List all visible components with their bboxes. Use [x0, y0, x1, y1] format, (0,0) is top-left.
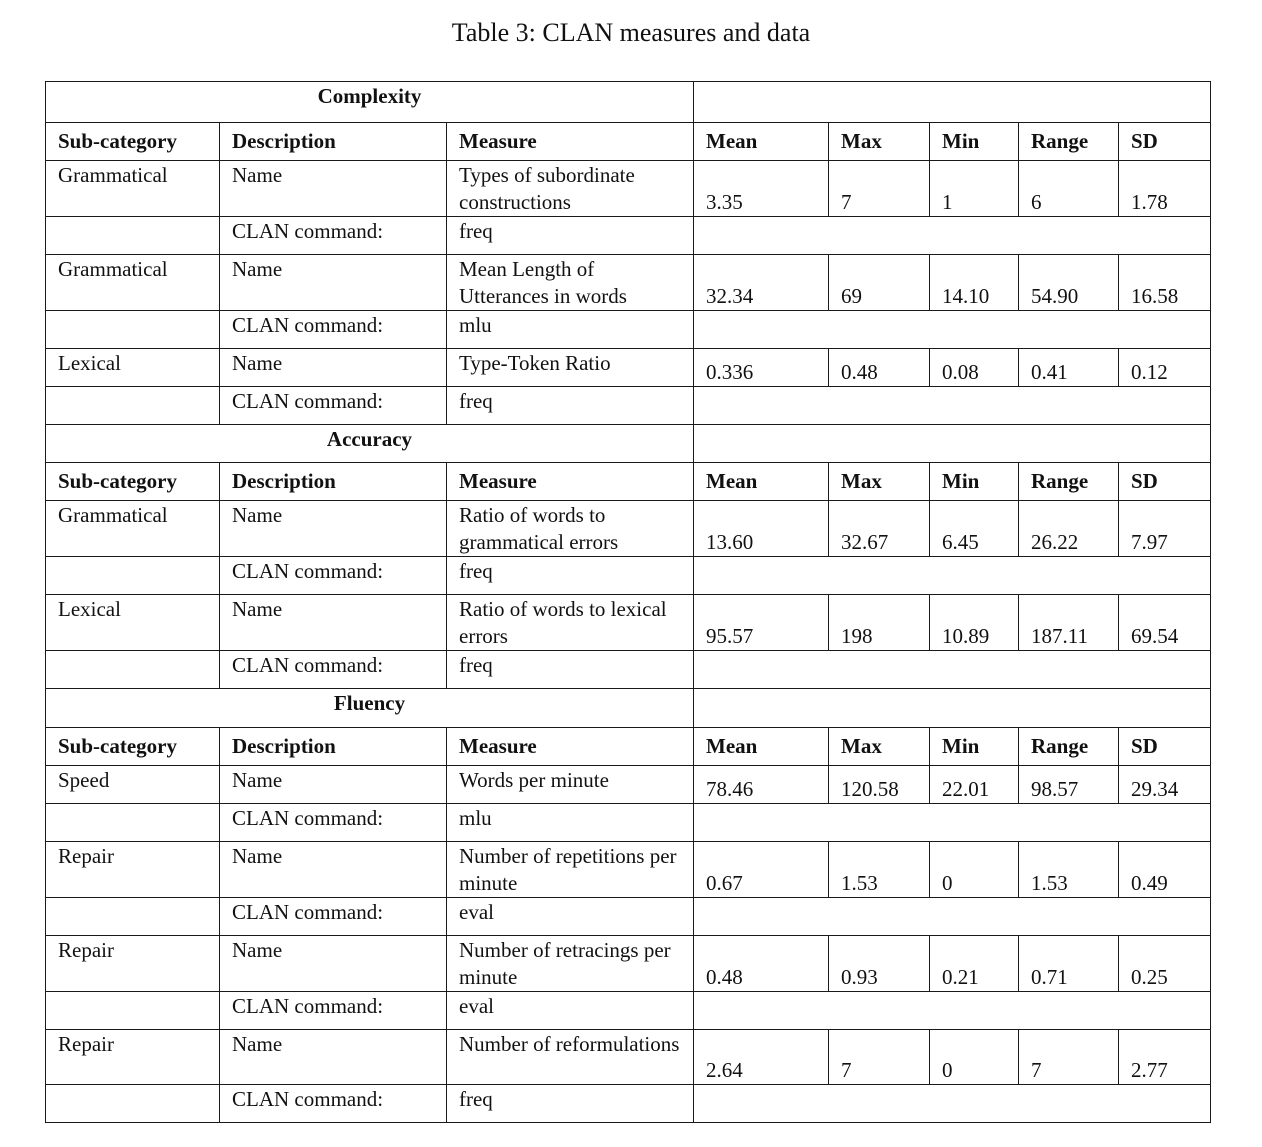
- measure-row: [46, 161, 1211, 217]
- header-row: [46, 728, 1211, 766]
- header-measure: Measure: [447, 123, 694, 161]
- stats-blank: [694, 311, 1211, 349]
- command-row: [46, 804, 1211, 842]
- sub-category-blank: [46, 311, 220, 349]
- value-sd: 0.12: [1119, 349, 1211, 387]
- section-row: [46, 689, 1211, 728]
- sub-category-cell: Speed: [46, 766, 220, 804]
- header-sd: SD: [1119, 728, 1211, 766]
- value-max: 69: [829, 255, 930, 311]
- header-max: Max: [829, 728, 930, 766]
- description-command-label: CLAN command:: [220, 217, 447, 255]
- value-range: 26.22: [1019, 501, 1119, 557]
- value-max: 0.48: [829, 349, 930, 387]
- stats-blank: [694, 651, 1211, 689]
- measure-name-cell: Number of reformulations: [447, 1030, 694, 1085]
- sub-category-cell: Grammatical: [46, 255, 220, 311]
- measure-name-cell: Ratio of words to lexical errors: [447, 595, 694, 651]
- measure-name-cell: Words per minute: [447, 766, 694, 804]
- measure-row: [46, 842, 1211, 898]
- section-title: Complexity: [46, 82, 694, 123]
- stats-blank: [694, 804, 1211, 842]
- measure-name-cell: Types of subordinate constructions: [447, 161, 694, 217]
- description-name-label: Name: [220, 255, 447, 311]
- header-row: [46, 123, 1211, 161]
- value-mean: 0.336: [694, 349, 829, 387]
- section-title: Accuracy: [46, 425, 694, 463]
- value-max: 1.53: [829, 842, 930, 898]
- description-name-label: Name: [220, 1030, 447, 1085]
- measure-row: [46, 936, 1211, 992]
- value-min: 0: [930, 842, 1019, 898]
- measure-name-cell: Number of retracings per minute: [447, 936, 694, 992]
- value-mean: 32.34: [694, 255, 829, 311]
- value-mean: 3.35: [694, 161, 829, 217]
- header-mean: Mean: [694, 123, 829, 161]
- section-row: [46, 425, 1211, 463]
- header-mean: Mean: [694, 463, 829, 501]
- header-max: Max: [829, 123, 930, 161]
- clan-command-cell: mlu: [447, 311, 694, 349]
- measure-row: [46, 1030, 1211, 1085]
- value-min: 0.21: [930, 936, 1019, 992]
- value-min: 1: [930, 161, 1019, 217]
- sub-category-blank: [46, 651, 220, 689]
- value-min: 0: [930, 1030, 1019, 1085]
- value-mean: 13.60: [694, 501, 829, 557]
- section-row: [46, 82, 1211, 123]
- sub-category-cell: Lexical: [46, 349, 220, 387]
- header-row: [46, 463, 1211, 501]
- header-measure: Measure: [447, 728, 694, 766]
- value-min: 0.08: [930, 349, 1019, 387]
- sub-category-blank: [46, 557, 220, 595]
- value-range: 54.90: [1019, 255, 1119, 311]
- value-range: 0.41: [1019, 349, 1119, 387]
- description-command-label: CLAN command:: [220, 311, 447, 349]
- value-min: 10.89: [930, 595, 1019, 651]
- header-sub-category: Sub-category: [46, 728, 220, 766]
- description-command-label: CLAN command:: [220, 804, 447, 842]
- value-min: 14.10: [930, 255, 1019, 311]
- sub-category-cell: Grammatical: [46, 161, 220, 217]
- description-command-label: CLAN command:: [220, 387, 447, 425]
- sub-category-cell: Lexical: [46, 595, 220, 651]
- value-range: 1.53: [1019, 842, 1119, 898]
- description-command-label: CLAN command:: [220, 557, 447, 595]
- value-mean: 0.67: [694, 842, 829, 898]
- value-min: 6.45: [930, 501, 1019, 557]
- sub-category-blank: [46, 1085, 220, 1123]
- header-description: Description: [220, 123, 447, 161]
- measure-row: [46, 349, 1211, 387]
- description-name-label: Name: [220, 595, 447, 651]
- description-command-label: CLAN command:: [220, 651, 447, 689]
- clan-command-cell: freq: [447, 1085, 694, 1123]
- sub-category-blank: [46, 387, 220, 425]
- header-min: Min: [930, 123, 1019, 161]
- value-mean: 95.57: [694, 595, 829, 651]
- header-description: Description: [220, 728, 447, 766]
- value-max: 7: [829, 161, 930, 217]
- section-title: Fluency: [46, 689, 694, 728]
- header-range: Range: [1019, 463, 1119, 501]
- measure-name-cell: Ratio of words to grammatical errors: [447, 501, 694, 557]
- value-sd: 69.54: [1119, 595, 1211, 651]
- stats-blank: [694, 1085, 1211, 1123]
- value-sd: 2.77: [1119, 1030, 1211, 1085]
- value-sd: 0.49: [1119, 842, 1211, 898]
- clan-command-cell: eval: [447, 898, 694, 936]
- description-name-label: Name: [220, 501, 447, 557]
- clan-command-cell: freq: [447, 387, 694, 425]
- clan-command-cell: freq: [447, 557, 694, 595]
- value-range: 0.71: [1019, 936, 1119, 992]
- stats-blank: [694, 557, 1211, 595]
- measure-name-cell: Number of repetitions per minute: [447, 842, 694, 898]
- value-range: 7: [1019, 1030, 1119, 1085]
- sub-category-blank: [46, 804, 220, 842]
- measure-name-cell: Type-Token Ratio: [447, 349, 694, 387]
- value-max: 120.58: [829, 766, 930, 804]
- description-command-label: CLAN command:: [220, 898, 447, 936]
- value-min: 22.01: [930, 766, 1019, 804]
- value-sd: 1.78: [1119, 161, 1211, 217]
- header-sd: SD: [1119, 123, 1211, 161]
- description-command-label: CLAN command:: [220, 1085, 447, 1123]
- measure-name-cell: Mean Length of Utterances in words: [447, 255, 694, 311]
- sub-category-cell: Repair: [46, 936, 220, 992]
- measure-row: [46, 766, 1211, 804]
- description-name-label: Name: [220, 766, 447, 804]
- section-title-blank: [694, 689, 1211, 728]
- value-mean: 2.64: [694, 1030, 829, 1085]
- header-mean: Mean: [694, 728, 829, 766]
- description-name-label: Name: [220, 349, 447, 387]
- value-range: 6: [1019, 161, 1119, 217]
- section-title-blank: [694, 425, 1211, 463]
- sub-category-cell: Grammatical: [46, 501, 220, 557]
- description-name-label: Name: [220, 161, 447, 217]
- value-max: 0.93: [829, 936, 930, 992]
- measure-row: [46, 255, 1211, 311]
- stats-blank: [694, 992, 1211, 1030]
- command-row: [46, 217, 1211, 255]
- header-min: Min: [930, 728, 1019, 766]
- clan-command-cell: freq: [447, 217, 694, 255]
- value-range: 98.57: [1019, 766, 1119, 804]
- stats-blank: [694, 217, 1211, 255]
- header-description: Description: [220, 463, 447, 501]
- command-row: [46, 651, 1211, 689]
- table-caption: Table 3: CLAN measures and data: [451, 18, 811, 47]
- header-range: Range: [1019, 123, 1119, 161]
- stats-blank: [694, 898, 1211, 936]
- value-max: 7: [829, 1030, 930, 1085]
- description-name-label: Name: [220, 842, 447, 898]
- value-range: 187.11: [1019, 595, 1119, 651]
- value-sd: 0.25: [1119, 936, 1211, 992]
- measure-row: [46, 501, 1211, 557]
- header-sub-category: Sub-category: [46, 463, 220, 501]
- description-name-label: Name: [220, 936, 447, 992]
- header-sub-category: Sub-category: [46, 123, 220, 161]
- value-mean: 0.48: [694, 936, 829, 992]
- command-row: [46, 387, 1211, 425]
- command-row: [46, 992, 1211, 1030]
- sub-category-blank: [46, 217, 220, 255]
- value-sd: 29.34: [1119, 766, 1211, 804]
- header-measure: Measure: [447, 463, 694, 501]
- measure-row: [46, 595, 1211, 651]
- header-max: Max: [829, 463, 930, 501]
- header-range: Range: [1019, 728, 1119, 766]
- value-max: 32.67: [829, 501, 930, 557]
- sub-category-cell: Repair: [46, 842, 220, 898]
- clan-command-cell: eval: [447, 992, 694, 1030]
- clan-measures-table: [45, 81, 1211, 1123]
- header-sd: SD: [1119, 463, 1211, 501]
- sub-category-blank: [46, 992, 220, 1030]
- command-row: [46, 311, 1211, 349]
- clan-command-cell: mlu: [447, 804, 694, 842]
- clan-command-cell: freq: [447, 651, 694, 689]
- stats-blank: [694, 387, 1211, 425]
- section-title-blank: [694, 82, 1211, 123]
- value-sd: 16.58: [1119, 255, 1211, 311]
- sub-category-blank: [46, 898, 220, 936]
- value-max: 198: [829, 595, 930, 651]
- description-command-label: CLAN command:: [220, 992, 447, 1030]
- header-min: Min: [930, 463, 1019, 501]
- command-row: [46, 898, 1211, 936]
- value-sd: 7.97: [1119, 501, 1211, 557]
- command-row: [46, 557, 1211, 595]
- sub-category-cell: Repair: [46, 1030, 220, 1085]
- value-mean: 78.46: [694, 766, 829, 804]
- command-row: [46, 1085, 1211, 1123]
